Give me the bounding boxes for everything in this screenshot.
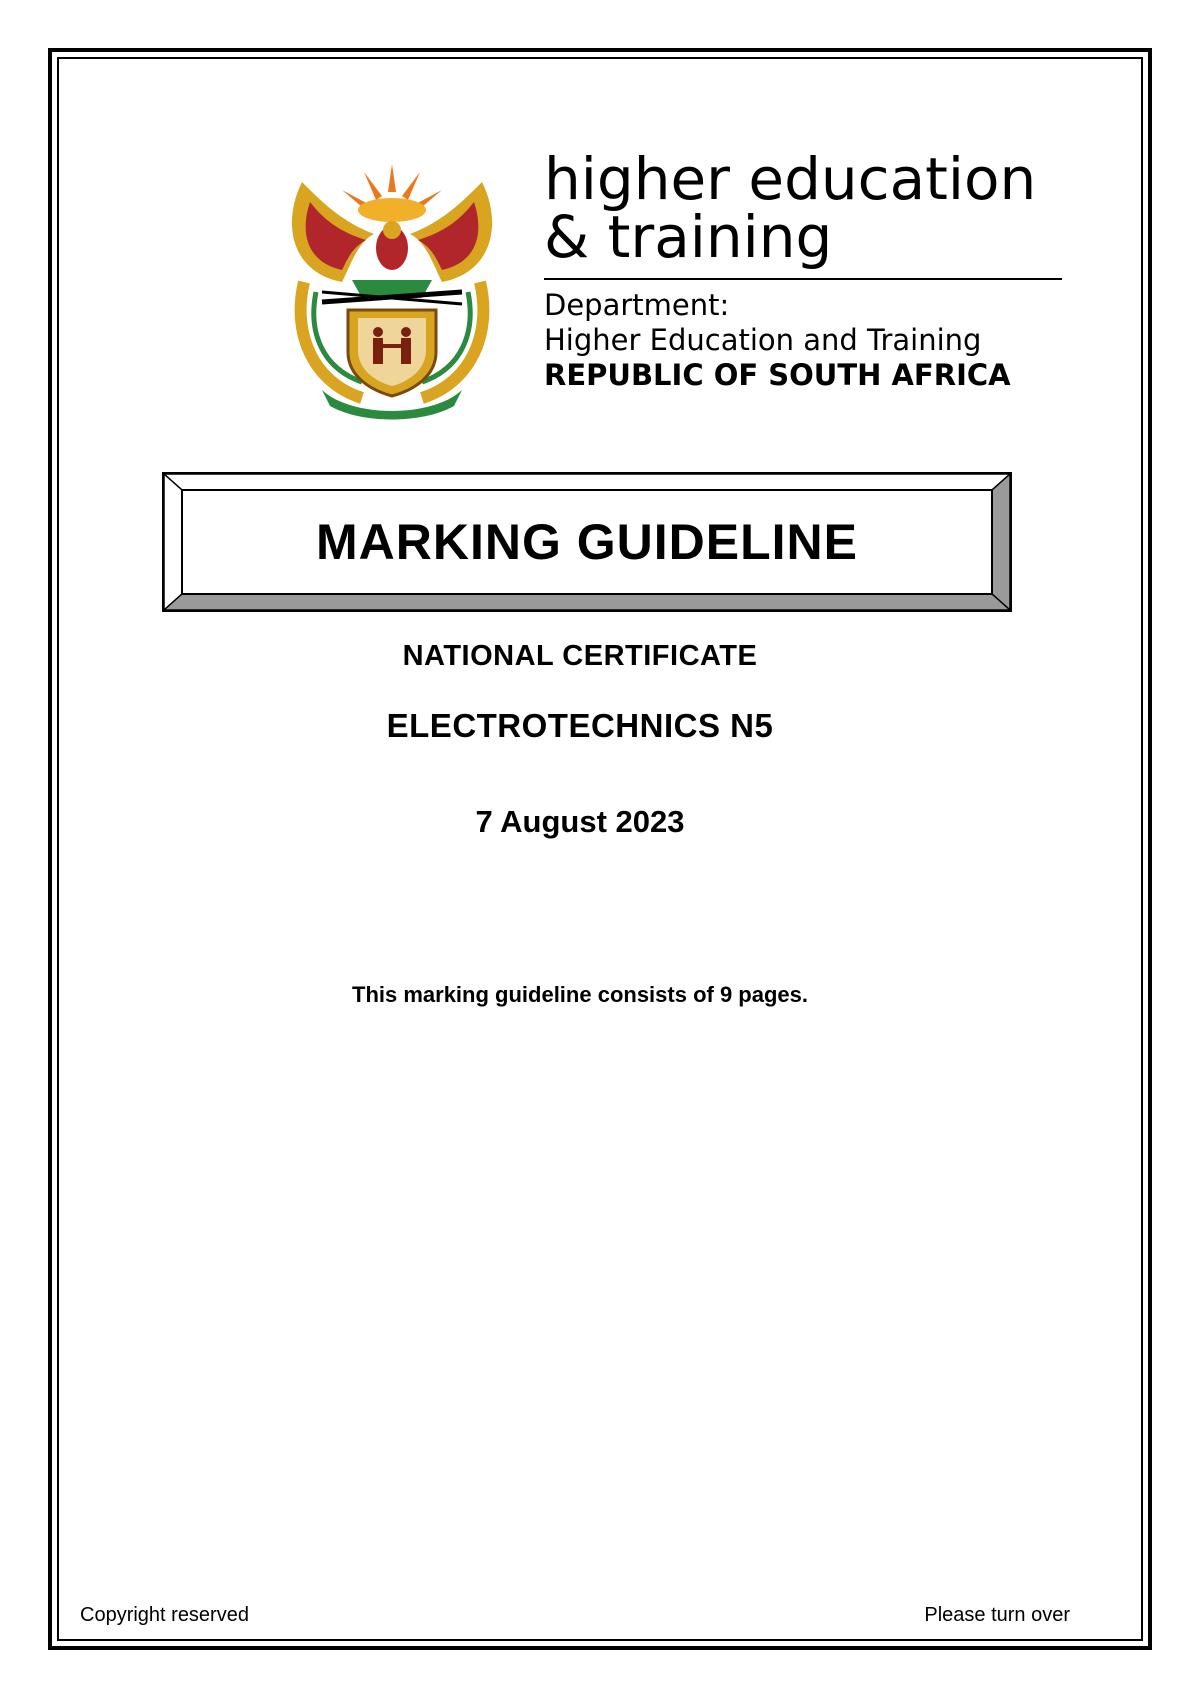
footer-turn-over: Please turn over bbox=[924, 1604, 1070, 1626]
department-logo bbox=[544, 145, 1064, 393]
certificate-label: NATIONAL CERTIFICATE bbox=[402, 640, 758, 672]
department-name: Higher Education and Training bbox=[544, 323, 982, 357]
logo-divider bbox=[544, 278, 1062, 280]
page-count-note: This marking guideline consists of 9 pages. bbox=[352, 982, 808, 1007]
department-label: Department: bbox=[544, 288, 730, 322]
document-title: MARKING GUIDELINE bbox=[316, 514, 858, 570]
logo-line-2: & training bbox=[544, 203, 833, 271]
logo-line-1: higher education bbox=[544, 145, 1037, 213]
subject-label: ELECTROTECHNICS N5 bbox=[386, 707, 774, 744]
coat-of-arms-icon bbox=[282, 162, 502, 422]
country-name: REPUBLIC OF SOUTH AFRICA bbox=[544, 358, 1011, 392]
title-box bbox=[162, 472, 1012, 612]
footer-copyright: Copyright reserved bbox=[80, 1604, 249, 1626]
exam-date: 7 August 2023 bbox=[475, 804, 685, 839]
